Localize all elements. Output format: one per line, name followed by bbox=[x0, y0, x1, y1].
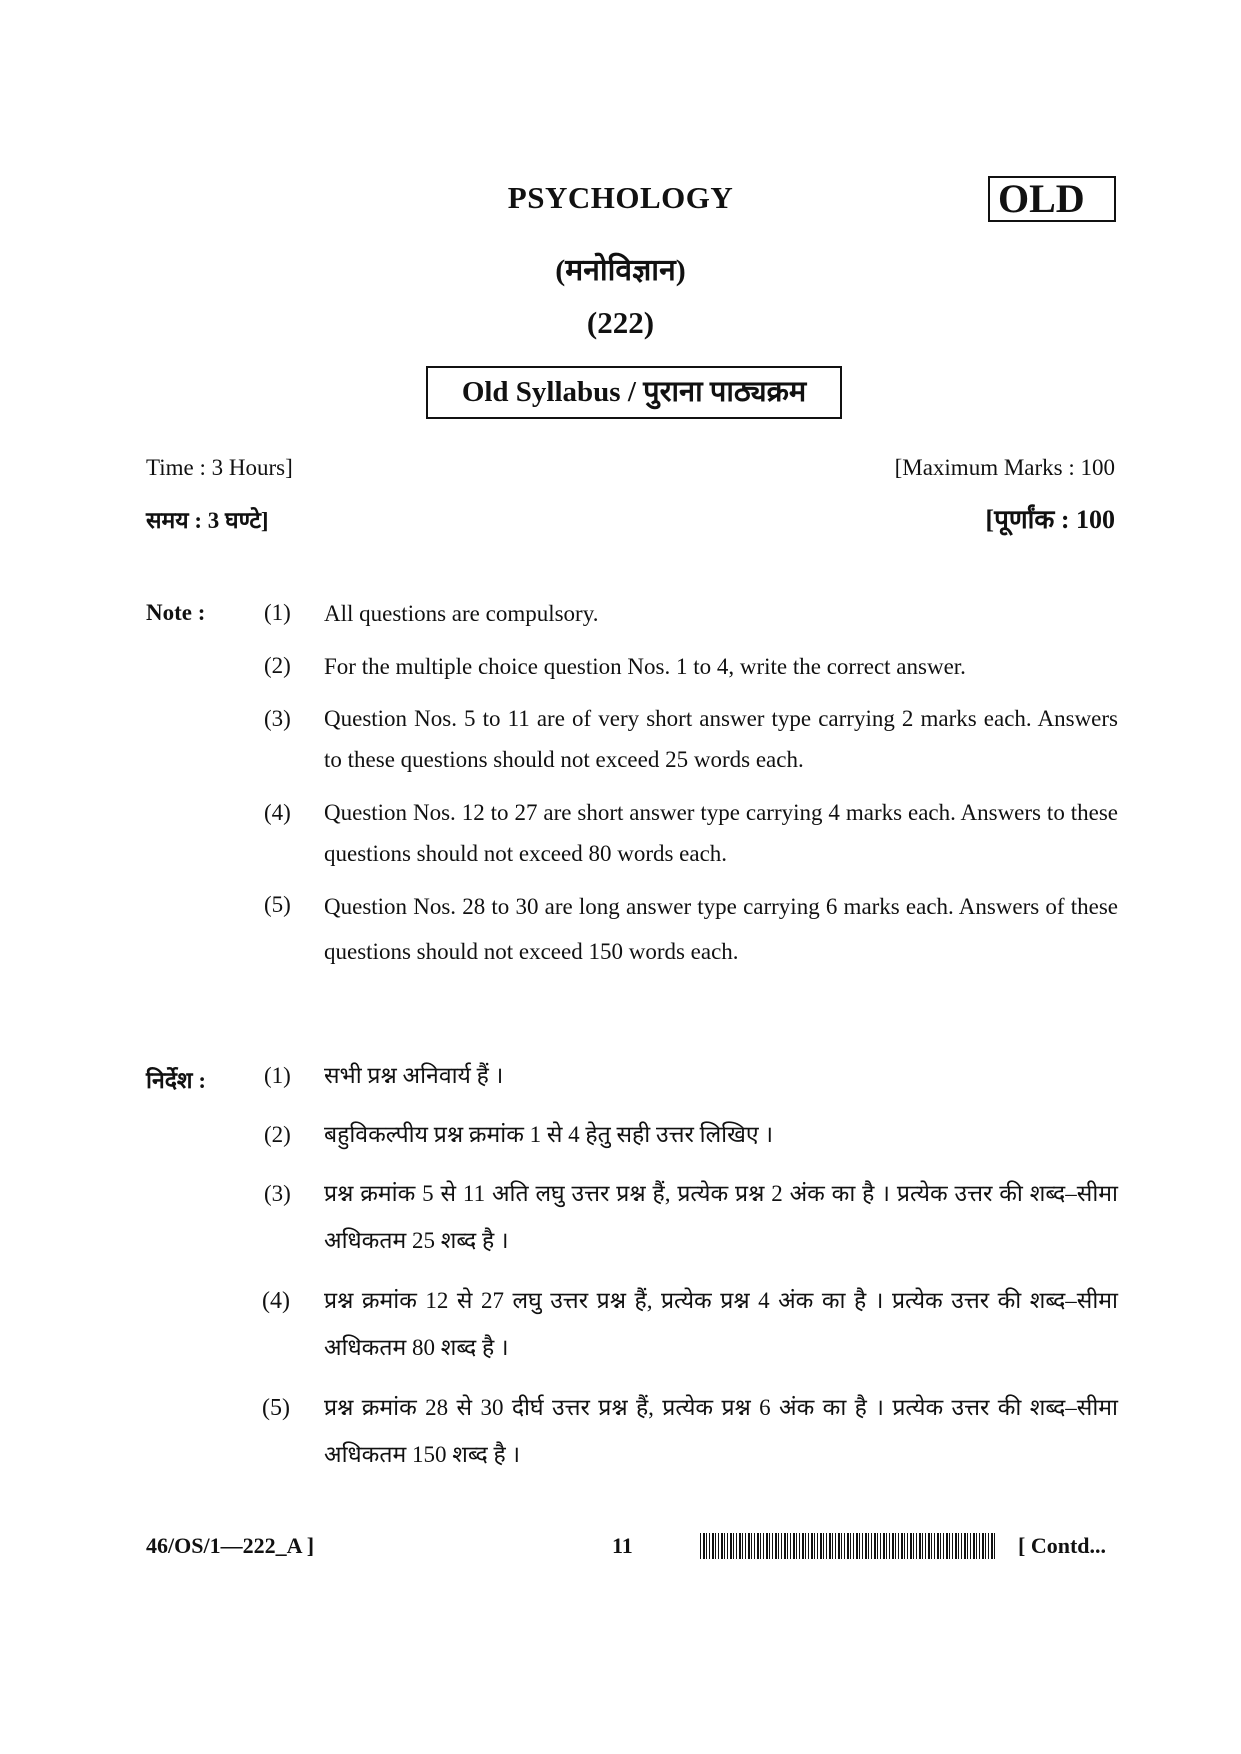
note-number: (1) bbox=[264, 600, 291, 625]
note-text: Question Nos. 12 to 27 are short answer type carrying 4 marks each. Answers to these questions should not exceed 80 words each. bbox=[324, 800, 1118, 866]
old-badge: OLD bbox=[988, 176, 1116, 222]
note-number: (4) bbox=[262, 1288, 290, 1314]
note-number: (5) bbox=[262, 1395, 290, 1421]
continued-label: [ Contd... bbox=[1018, 1533, 1107, 1558]
subject-title-hindi: (मनोविज्ञान) bbox=[555, 254, 686, 287]
syllabus-box: Old Syllabus / पुराना पाठ्यक्रम bbox=[426, 366, 842, 419]
time-hindi: समय : 3 घण्टे] bbox=[146, 508, 269, 533]
note-text: Question Nos. 28 to 30 are long answer type carrying 6 marks each. Answers of these questions should not exceed 150 words each. bbox=[324, 894, 1118, 964]
note-label: Note : bbox=[146, 600, 206, 625]
note-text: Question Nos. 5 to 11 are of very short answer type carrying 2 marks each. Answers to these questions should not exceed 25 words each. bbox=[324, 706, 1118, 772]
hindi-note-label: निर्देश : bbox=[146, 1068, 206, 1093]
note-text: All questions are compulsory. bbox=[324, 601, 599, 626]
note-number: (5) bbox=[264, 892, 291, 917]
page-number: 11 bbox=[612, 1533, 633, 1558]
max-marks-hindi: [पूर्णांक : 100 bbox=[985, 505, 1115, 534]
note-text: प्रश्न क्रमांक 5 से 11 अति लघु उत्तर प्रश्न हैं, प्रत्येक प्रश्न 2 अंक का है । प्रत्येक उत्तर की शब्द–सीमा अधिकतम 25 शब्द है । bbox=[324, 1181, 1118, 1253]
note-text: For the multiple choice question Nos. 1 to 4, write the correct answer. bbox=[324, 654, 966, 679]
time-english: Time : 3 Hours] bbox=[146, 455, 293, 480]
note-number: (1) bbox=[264, 1063, 291, 1088]
note-number: (4) bbox=[264, 800, 291, 825]
note-text: प्रश्न क्रमांक 28 से 30 दीर्घ उत्तर प्रश्न हैं, प्रत्येक प्रश्न 6 अंक का है । प्रत्येक उत्तर की शब्द–सीमा अधिकतम 150 शब्द है । bbox=[324, 1395, 1118, 1467]
paper-code: 46/OS/1—222_A ] bbox=[146, 1533, 315, 1558]
subject-code: (222) bbox=[586, 305, 655, 340]
barcode-image bbox=[700, 1533, 996, 1559]
note-number: (2) bbox=[264, 1122, 291, 1147]
subject-title: PSYCHOLOGY bbox=[507, 180, 734, 215]
note-number: (2) bbox=[264, 653, 291, 678]
note-number: (3) bbox=[264, 706, 291, 731]
note-text: प्रश्न क्रमांक 12 से 27 लघु उत्तर प्रश्न हैं, प्रत्येक प्रश्न 4 अंक का है । प्रत्येक उत्तर की शब्द–सीमा अधिकतम 80 शब्द है । bbox=[324, 1288, 1118, 1360]
note-text: सभी प्रश्न अनिवार्य हैं । bbox=[324, 1063, 504, 1088]
max-marks-english: [Maximum Marks : 100 bbox=[894, 455, 1115, 480]
note-number: (3) bbox=[264, 1181, 291, 1206]
note-text: बहुविकल्पीय प्रश्न क्रमांक 1 से 4 हेतु सही उत्तर लिखिए । bbox=[324, 1122, 774, 1147]
